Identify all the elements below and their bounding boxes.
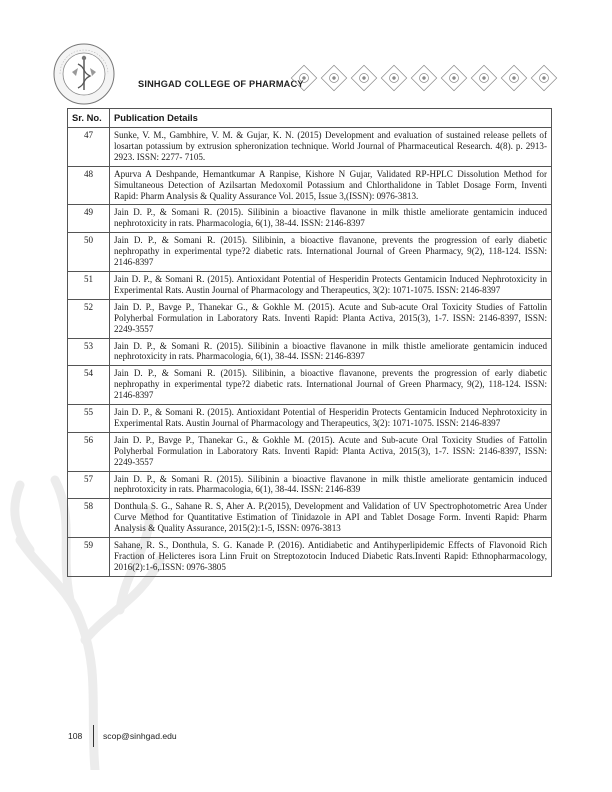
row-number: 54: [68, 366, 110, 405]
row-number: 52: [68, 299, 110, 338]
table-row: [68, 366, 552, 405]
table-row: [68, 499, 552, 538]
page-header: [0, 0, 612, 100]
row-number: 58: [68, 499, 110, 538]
table-row: [68, 471, 552, 499]
footer-email: scop@sinhgad.edu: [103, 731, 177, 741]
decorative-pattern-row: [290, 60, 560, 96]
row-number: 56: [68, 432, 110, 471]
publications-table: [67, 108, 552, 577]
table-row: [68, 233, 552, 272]
publication-text: Sunke, V. M., Gambhire, V. M. & Gujar, K. N. (2015) Development and evaluation of sustained release pellets of losartan potassium by extrusion spheronization technique. World Journal of Pharmaceutical Research. 4(8). p. 2913-2923. ISSN: 2277- 7105.: [110, 128, 552, 167]
publication-text: Jain D. P., & Somani R. (2015). Silibinin a bioactive flavanone in milk thistle ameliorate gentamicin induced nephrotoxicity in rats. Pharmacologia, 6(1), 38-44. ISSN: 2146-8397: [110, 338, 552, 366]
row-number: 51: [68, 271, 110, 299]
table-row: [68, 299, 552, 338]
row-number: 48: [68, 166, 110, 205]
table-header-row: [68, 109, 552, 128]
table-row: [68, 405, 552, 433]
footer-divider: [93, 725, 94, 747]
publication-text: Jain D. P., & Somani R. (2015). Antioxidant Potential of Hesperidin Protects Gentamicin Induced Nephrotoxicity in Experimental Rats. Austin Journal of Pharmacology and Therapeutics, 3(2): 1071-1075. ISSN: 2146-8397: [110, 405, 552, 433]
publication-details-header: Publication Details: [110, 109, 552, 128]
table-row: [68, 205, 552, 233]
publication-text: Jain D. P., & Somani R. (2015). Antioxidant Potential of Hesperidin Protects Gentamicin Induced Nephrotoxicity in Experimental Rats. Austin Journal of Pharmacology and Therapeutics, 3(2): 1071-1075. ISSN: 2146-8397: [110, 271, 552, 299]
table-row: [68, 166, 552, 205]
page-number: 108: [68, 731, 83, 741]
table-row: [68, 128, 552, 167]
row-number: 50: [68, 233, 110, 272]
row-number: 57: [68, 471, 110, 499]
row-number: 47: [68, 128, 110, 167]
publication-text: Jain D. P., Bavge P., Thanekar G., & Gokhle M. (2015). Acute and Sub-acute Oral Toxicity Studies of Fattolin Polyherbal Formulation in Laboratory Rats. Inventi Rapid: Planta Activa, 2015(3), 1-7. ISSN: 2146-8397, ISSN: 2249-3557: [110, 299, 552, 338]
college-name: SINHGAD COLLEGE OF PHARMACY: [138, 79, 304, 89]
publication-text: Jain D. P., & Somani R. (2015). Silibinin a bioactive flavanone in milk thistle ameliorate gentamicin induced nephrotoxicity in rats. Pharmacologia, 6(1), 38-44. ISSN: 2146-839: [110, 471, 552, 499]
publication-text: Jain D. P., Bavge P., Thanekar G., & Gokhle M. (2015). Acute and Sub-acute Oral Toxicity Studies of Fattolin Polyherbal Formulation in Laboratory Rats. Inventi Rapid: Planta Activa, 2015(3), 1-7. ISSN: 2146-8397, ISSN: 2249-3557: [110, 432, 552, 471]
row-number: 49: [68, 205, 110, 233]
row-number: 55: [68, 405, 110, 433]
publication-text: Jain D. P., & Somani R. (2015). Silibinin, a bioactive flavanone, prevents the progression of early diabetic nephropathy in experimental type?2 diabetic rats. International Journal of Green Pharmacy, 9(2), 118-124. ISSN: 2146-8397: [110, 366, 552, 405]
row-number: 59: [68, 538, 110, 577]
table-row: [68, 538, 552, 577]
publication-text: Jain D. P., & Somani R. (2015). Silibinin a bioactive flavanone in milk thistle ameliorate gentamicin induced nephrotoxicity in rats. Pharmacologia, 6(1), 38-44. ISSN: 2146-8397: [110, 205, 552, 233]
publication-text: Jain D. P., & Somani R. (2015). Silibinin, a bioactive flavanone, prevents the progression of early diabetic nephropathy in experimental type?2 diabetic rats. International Journal of Green Pharmacy, 9(2), 118-124. ISSN: 2146-8397: [110, 233, 552, 272]
college-seal-logo: [52, 42, 116, 106]
publication-text: Sahane, R. S., Donthula, S. G. Kanade P. (2016). Antidiabetic and Antihyperlipidemic Effects of Flavonoid Rich Fraction of Helicteres isora Linn Fruit on Streptozotocin Induced Diabetic Rats.Inventi Rapid: Ethnopharmacology, 2016(2):1-6,.ISSN: 0976-3805: [110, 538, 552, 577]
sr-no-header: Sr. No.: [68, 109, 110, 128]
table-row: [68, 432, 552, 471]
row-number: 53: [68, 338, 110, 366]
table-row: [68, 271, 552, 299]
table-row: [68, 338, 552, 366]
publication-text: Apurva A Deshpande, Hemantkumar A Ranpise, Kishore N Gujar, Validated RP-HPLC Dissolution Method for Simultaneous Detection of Azilsartan Medoxomil Potassium and Chlorthalidone in Tablet Dosage Form, Inventi Rapid: Pharm Analysis & Quality Assurance Vol. 2015, Issue 3,(ISSN): 0976-3813.: [110, 166, 552, 205]
publication-text: Donthula S. G., Sahane R. S, Aher A. P.(2015), Development and Validation of UV Spectrophotometric Area Under Curve Method for Quantitative Estimation of Tinidazole in API and Tablet Dosage Form. Inventi Rapid: Pharm Analysis & Quality Assurance, 2015(2):1-5, ISSN: 0976-3813: [110, 499, 552, 538]
